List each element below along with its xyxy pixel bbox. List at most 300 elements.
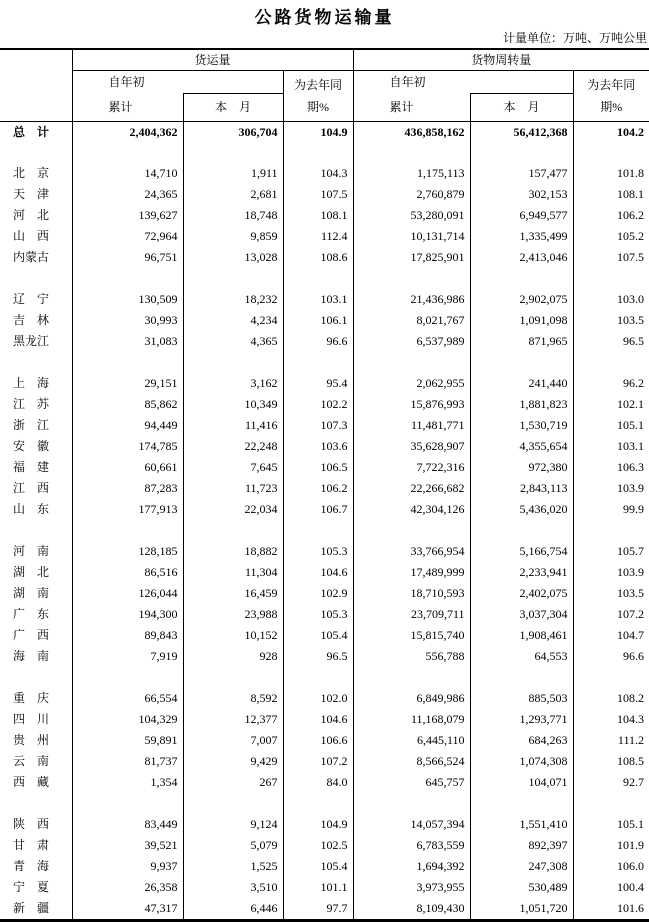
value-cell: 3,037,304 (470, 604, 573, 625)
value-cell: 1,694,392 (353, 856, 470, 877)
value-cell: 104.9 (283, 122, 353, 144)
value-cell: 18,748 (183, 205, 283, 226)
region-name: 河 南 (13, 544, 50, 558)
spacer-cell (283, 793, 353, 814)
region-name: 重 庆 (13, 691, 50, 705)
value-cell: 972,380 (470, 457, 573, 478)
value-cell: 26,358 (72, 877, 183, 898)
value-cell: 2,402,075 (470, 583, 573, 604)
value-cell: 103.1 (283, 289, 353, 310)
region-name: 黑龙江 (13, 334, 50, 348)
spacer-cell (72, 520, 183, 541)
value-cell: 108.6 (283, 247, 353, 268)
cumulative-top-label-turnover: 自年初 (353, 71, 573, 94)
region-name: 内蒙古 (13, 250, 50, 264)
spacer-cell (183, 143, 283, 163)
value-cell: 96,751 (72, 247, 183, 268)
cumulative-top-label-freight: 自年初 (108, 75, 145, 89)
value-cell: 928 (183, 646, 283, 667)
value-cell: 104.7 (573, 625, 649, 646)
value-cell: 11,304 (183, 562, 283, 583)
value-cell: 13,028 (183, 247, 283, 268)
unit-note: 计量单位：万吨、万吨公里 (502, 31, 647, 45)
region-name: 甘 肃 (13, 838, 50, 852)
value-cell: 39,521 (72, 835, 183, 856)
value-cell: 85,862 (72, 394, 183, 415)
value-cell: 106.2 (283, 478, 353, 499)
region-name: 上 海 (13, 376, 50, 390)
value-cell: 2,062,955 (353, 373, 470, 394)
value-cell: 1,091,098 (470, 310, 573, 331)
value-cell: 645,757 (353, 772, 470, 793)
value-cell: 1,175,113 (353, 163, 470, 184)
value-cell: 104.6 (283, 562, 353, 583)
region-name: 云 南 (13, 754, 50, 768)
value-cell: 108.2 (573, 688, 649, 709)
value-cell: 15,815,740 (353, 625, 470, 646)
table-row (0, 562, 649, 583)
value-cell: 106.7 (283, 499, 353, 520)
value-cell: 103.5 (573, 583, 649, 604)
value-cell: 102.5 (283, 835, 353, 856)
value-cell: 556,788 (353, 646, 470, 667)
value-cell: 103.1 (573, 436, 649, 457)
value-cell: 436,858,162 (353, 122, 470, 144)
value-cell: 885,503 (470, 688, 573, 709)
spacer-cell (353, 793, 470, 814)
spacer-cell (470, 667, 573, 688)
region-name: 海 南 (13, 649, 50, 663)
value-cell: 128,185 (72, 541, 183, 562)
value-cell: 9,124 (183, 814, 283, 835)
value-cell: 12,377 (183, 709, 283, 730)
spacer-cell (353, 352, 470, 373)
value-cell: 4,234 (183, 310, 283, 331)
value-cell: 103.9 (573, 478, 649, 499)
value-cell: 8,592 (183, 688, 283, 709)
table-row (0, 772, 649, 793)
region-name: 贵 州 (13, 733, 50, 747)
value-cell: 3,973,955 (353, 877, 470, 898)
table-row (0, 415, 649, 436)
value-cell: 42,304,126 (353, 499, 470, 520)
value-cell: 103.5 (573, 310, 649, 331)
yoy-line1: 为去年同 (587, 78, 636, 92)
value-cell: 2,760,879 (353, 184, 470, 205)
value-cell: 8,566,524 (353, 751, 470, 772)
region-name: 青 海 (13, 859, 50, 873)
spacer-row (0, 143, 649, 163)
value-cell: 306,704 (183, 122, 283, 144)
table-row (0, 184, 649, 205)
spacer-row (0, 667, 649, 688)
value-cell: 139,627 (72, 205, 183, 226)
value-cell: 2,902,075 (470, 289, 573, 310)
value-cell: 16,459 (183, 583, 283, 604)
value-cell: 53,280,091 (353, 205, 470, 226)
table-row (0, 646, 649, 667)
region-name: 河 北 (13, 208, 50, 222)
value-cell: 18,232 (183, 289, 283, 310)
header-group-row (0, 49, 649, 71)
value-cell: 157,477 (470, 163, 573, 184)
spacer-cell (0, 352, 72, 373)
value-cell: 1,293,771 (470, 709, 573, 730)
value-cell: 4,355,654 (470, 436, 573, 457)
value-cell: 87,283 (72, 478, 183, 499)
value-cell: 11,723 (183, 478, 283, 499)
table-row (0, 436, 649, 457)
value-cell: 106.1 (283, 310, 353, 331)
spacer-row (0, 352, 649, 373)
value-cell: 2,404,362 (72, 122, 183, 144)
value-cell: 1,051,720 (470, 898, 573, 921)
yoy-header-turnover (573, 71, 649, 122)
value-cell: 30,993 (72, 310, 183, 331)
value-cell: 530,489 (470, 877, 573, 898)
region-name: 安 徽 (13, 439, 50, 453)
value-cell: 11,168,079 (353, 709, 470, 730)
table-row (0, 163, 649, 184)
table-row (0, 856, 649, 877)
value-cell: 97.7 (283, 898, 353, 921)
value-cell: 194,300 (72, 604, 183, 625)
spacer-row (0, 793, 649, 814)
value-cell: 23,709,711 (353, 604, 470, 625)
spacer-cell (183, 793, 283, 814)
value-cell: 2,681 (183, 184, 283, 205)
yoy-line2: 期% (307, 100, 330, 114)
spacer-cell (72, 268, 183, 289)
value-cell: 101.9 (573, 835, 649, 856)
value-cell: 66,554 (72, 688, 183, 709)
value-cell: 101.6 (573, 898, 649, 921)
value-cell: 5,166,754 (470, 541, 573, 562)
value-cell: 17,825,901 (353, 247, 470, 268)
value-cell: 56,412,368 (470, 122, 573, 144)
table-row (0, 541, 649, 562)
spacer-cell (283, 268, 353, 289)
region-name: 天 津 (13, 187, 50, 201)
value-cell: 22,248 (183, 436, 283, 457)
value-cell: 24,365 (72, 184, 183, 205)
value-cell: 96.2 (573, 373, 649, 394)
value-cell: 11,481,771 (353, 415, 470, 436)
freight-turnover-group-header: 货物周转量 (353, 49, 649, 71)
spacer-cell (573, 793, 649, 814)
yoy-header-freight (283, 71, 353, 122)
region-name: 湖 南 (13, 586, 50, 600)
table-row (0, 310, 649, 331)
spacer-row (0, 520, 649, 541)
table-row (0, 877, 649, 898)
value-cell: 2,843,113 (470, 478, 573, 499)
spacer-cell (72, 143, 183, 163)
region-name: 山 东 (13, 502, 50, 516)
value-cell: 5,436,020 (470, 499, 573, 520)
table-body (0, 122, 649, 921)
value-cell: 47,317 (72, 898, 183, 921)
region-name: 广 东 (13, 607, 50, 621)
value-cell: 22,034 (183, 499, 283, 520)
value-cell: 102.1 (573, 394, 649, 415)
spacer-cell (0, 793, 72, 814)
value-cell: 10,349 (183, 394, 283, 415)
region-name: 浙 江 (13, 418, 50, 432)
value-cell: 31,083 (72, 331, 183, 352)
value-cell: 6,849,986 (353, 688, 470, 709)
table-row (0, 331, 649, 352)
value-cell: 5,079 (183, 835, 283, 856)
value-cell: 95.4 (283, 373, 353, 394)
value-cell: 15,876,993 (353, 394, 470, 415)
table-row (0, 730, 649, 751)
value-cell: 96.6 (283, 331, 353, 352)
value-cell: 9,859 (183, 226, 283, 247)
value-cell: 96.5 (573, 331, 649, 352)
table-row (0, 898, 649, 921)
spacer-cell (573, 352, 649, 373)
value-cell: 7,645 (183, 457, 283, 478)
value-cell: 22,266,682 (353, 478, 470, 499)
value-cell: 8,021,767 (353, 310, 470, 331)
region-name: 西 藏 (13, 775, 50, 789)
value-cell: 107.2 (283, 751, 353, 772)
value-cell: 14,057,394 (353, 814, 470, 835)
value-cell: 4,365 (183, 331, 283, 352)
value-cell: 2,233,941 (470, 562, 573, 583)
value-cell: 72,964 (72, 226, 183, 247)
table-row (0, 499, 649, 520)
value-cell: 9,429 (183, 751, 283, 772)
table-row (0, 394, 649, 415)
region-name: 江 西 (13, 481, 50, 495)
spacer-cell (470, 793, 573, 814)
spacer-cell (470, 520, 573, 541)
value-cell: 100.4 (573, 877, 649, 898)
region-name: 山 西 (13, 229, 50, 243)
spacer-cell (0, 667, 72, 688)
value-cell: 103.9 (573, 562, 649, 583)
yoy-line2: 期% (600, 100, 623, 114)
region-name: 四 川 (13, 712, 50, 726)
table-row (0, 247, 649, 268)
spacer-cell (283, 352, 353, 373)
spacer-cell (72, 667, 183, 688)
value-cell: 6,446 (183, 898, 283, 921)
month-header-turnover: 本 月 (470, 94, 573, 122)
spacer-cell (72, 793, 183, 814)
value-cell: 104.2 (573, 122, 649, 144)
spacer-cell (183, 352, 283, 373)
spacer-cell (353, 667, 470, 688)
value-cell: 10,152 (183, 625, 283, 646)
spacer-cell (573, 667, 649, 688)
region-name: 宁 夏 (13, 880, 50, 894)
table-row (0, 205, 649, 226)
value-cell: 7,722,316 (353, 457, 470, 478)
spacer-cell (573, 268, 649, 289)
value-cell: 105.1 (573, 814, 649, 835)
value-cell: 267 (183, 772, 283, 793)
spacer-cell (283, 520, 353, 541)
value-cell: 105.2 (573, 226, 649, 247)
value-cell: 17,489,999 (353, 562, 470, 583)
spacer-cell (283, 143, 353, 163)
value-cell: 105.4 (283, 856, 353, 877)
region-name: 总 计 (13, 125, 50, 139)
table-row (0, 373, 649, 394)
value-cell: 96.6 (573, 646, 649, 667)
value-cell: 104.9 (283, 814, 353, 835)
value-cell: 892,397 (470, 835, 573, 856)
yoy-line1: 为去年同 (294, 78, 343, 92)
value-cell: 33,766,954 (353, 541, 470, 562)
spacer-cell (470, 352, 573, 373)
region-name: 江 苏 (13, 397, 50, 411)
value-cell: 1,881,823 (470, 394, 573, 415)
table-row (0, 709, 649, 730)
value-cell: 35,628,907 (353, 436, 470, 457)
value-cell: 1,525 (183, 856, 283, 877)
table-row (0, 625, 649, 646)
value-cell: 105.4 (283, 625, 353, 646)
value-cell: 1,354 (72, 772, 183, 793)
cumulative-bottom-label-turnover: 累计 (353, 94, 470, 122)
value-cell: 684,263 (470, 730, 573, 751)
spacer-cell (353, 520, 470, 541)
value-cell: 108.1 (283, 205, 353, 226)
spacer-cell (183, 268, 283, 289)
freight-volume-group-header: 货运量 (72, 49, 353, 71)
value-cell: 21,436,986 (353, 289, 470, 310)
value-cell: 3,510 (183, 877, 283, 898)
value-cell: 23,988 (183, 604, 283, 625)
spacer-cell (0, 143, 72, 163)
table-row (0, 604, 649, 625)
value-cell: 11,416 (183, 415, 283, 436)
region-header-cell (0, 49, 72, 122)
value-cell: 174,785 (72, 436, 183, 457)
spacer-row (0, 268, 649, 289)
table-row (0, 751, 649, 772)
spacer-cell (283, 667, 353, 688)
value-cell: 1,551,410 (470, 814, 573, 835)
spacer-cell (183, 520, 283, 541)
value-cell: 177,913 (72, 499, 183, 520)
freight-table (0, 48, 649, 922)
value-cell: 106.5 (283, 457, 353, 478)
value-cell: 106.6 (283, 730, 353, 751)
value-cell: 103.0 (573, 289, 649, 310)
region-name: 广 西 (13, 628, 50, 642)
value-cell: 302,153 (470, 184, 573, 205)
value-cell: 1,335,499 (470, 226, 573, 247)
value-cell: 1,908,461 (470, 625, 573, 646)
value-cell: 94,449 (72, 415, 183, 436)
region-name: 吉 林 (13, 313, 50, 327)
value-cell: 86,516 (72, 562, 183, 583)
value-cell: 241,440 (470, 373, 573, 394)
value-cell: 104.3 (283, 163, 353, 184)
value-cell: 105.3 (283, 604, 353, 625)
value-cell: 130,509 (72, 289, 183, 310)
value-cell: 104.3 (573, 709, 649, 730)
value-cell: 105.3 (283, 541, 353, 562)
value-cell: 83,449 (72, 814, 183, 835)
value-cell: 99.9 (573, 499, 649, 520)
value-cell: 102.0 (283, 688, 353, 709)
value-cell: 2,413,046 (470, 247, 573, 268)
table-row (0, 835, 649, 856)
value-cell: 1,911 (183, 163, 283, 184)
value-cell: 6,445,110 (353, 730, 470, 751)
value-cell: 1,074,308 (470, 751, 573, 772)
value-cell: 108.1 (573, 184, 649, 205)
value-cell: 104,329 (72, 709, 183, 730)
page-title: 公路货物运输量 (254, 8, 395, 27)
table-header (0, 49, 649, 122)
table-row (0, 478, 649, 499)
value-cell: 6,783,559 (353, 835, 470, 856)
table-row (0, 226, 649, 247)
value-cell: 18,710,593 (353, 583, 470, 604)
value-cell: 102.2 (283, 394, 353, 415)
value-cell: 3,162 (183, 373, 283, 394)
value-cell: 107.3 (283, 415, 353, 436)
value-cell: 247,308 (470, 856, 573, 877)
value-cell: 108.5 (573, 751, 649, 772)
table-row (0, 583, 649, 604)
value-cell: 6,537,989 (353, 331, 470, 352)
value-cell: 101.8 (573, 163, 649, 184)
cumulative-bottom-label-freight: 累计 (72, 94, 183, 122)
table-row (0, 688, 649, 709)
value-cell: 81,737 (72, 751, 183, 772)
value-cell: 84.0 (283, 772, 353, 793)
value-cell: 59,891 (72, 730, 183, 751)
table-row (0, 457, 649, 478)
value-cell: 104,071 (470, 772, 573, 793)
value-cell: 29,151 (72, 373, 183, 394)
value-cell: 107.2 (573, 604, 649, 625)
spacer-cell (0, 520, 72, 541)
value-cell: 104.6 (283, 709, 353, 730)
value-cell: 64,553 (470, 646, 573, 667)
value-cell: 111.2 (573, 730, 649, 751)
value-cell: 8,109,430 (353, 898, 470, 921)
value-cell: 126,044 (72, 583, 183, 604)
spacer-cell (573, 520, 649, 541)
value-cell: 105.7 (573, 541, 649, 562)
value-cell: 103.6 (283, 436, 353, 457)
value-cell: 107.5 (283, 184, 353, 205)
value-cell: 106.0 (573, 856, 649, 877)
value-cell: 6,949,577 (470, 205, 573, 226)
value-cell: 18,882 (183, 541, 283, 562)
value-cell: 7,919 (72, 646, 183, 667)
value-cell: 1,530,719 (470, 415, 573, 436)
value-cell: 106.2 (573, 205, 649, 226)
value-cell: 96.5 (283, 646, 353, 667)
value-cell: 112.4 (283, 226, 353, 247)
value-cell: 102.9 (283, 583, 353, 604)
table-row (0, 814, 649, 835)
spacer-cell (353, 268, 470, 289)
value-cell: 107.5 (573, 247, 649, 268)
header-sub-row-1 (0, 71, 649, 94)
spacer-cell (0, 268, 72, 289)
